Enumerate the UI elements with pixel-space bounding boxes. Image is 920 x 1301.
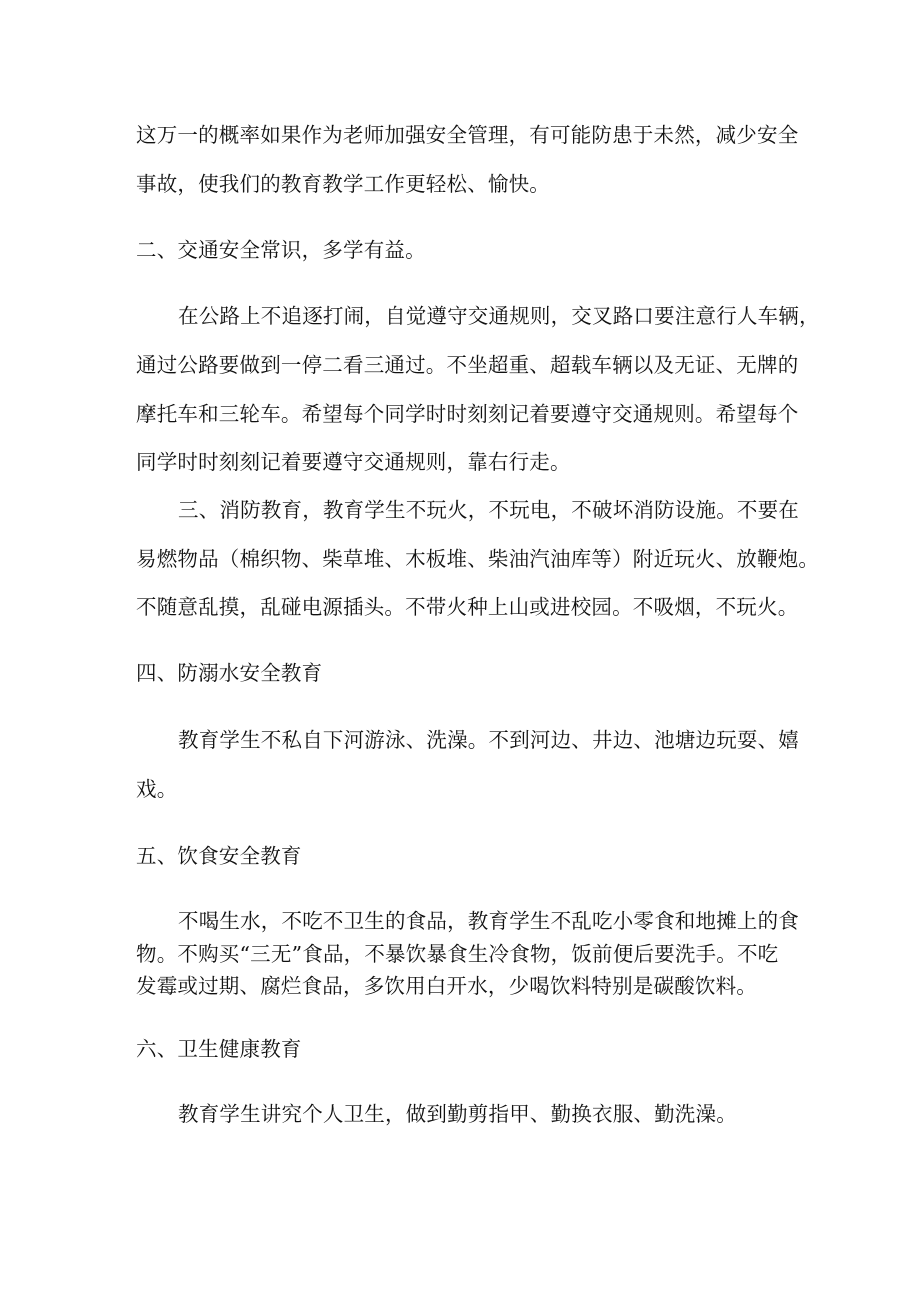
paragraph-line: 教育学生讲究个人卫生，做到勤剪指甲、勤换衣服、勤洗澡。 xyxy=(178,1102,737,1126)
paragraph-line: 这万一的概率如果作为老师加强安全管理，有可能防患于未然，减少安全 xyxy=(136,123,799,147)
paragraph-line: 不随意乱摸，乱碰电源插头。不带火种上山或进校园。不吸烟，不玩火。 xyxy=(136,595,799,619)
paragraph-line: 摩托车和三轮车。希望每个同学时时刻刻记着要遵守交通规则。希望每个 xyxy=(136,402,799,426)
paragraph-line: 戏。 xyxy=(136,777,178,801)
section-heading-hygiene: 六、卫生健康教育 xyxy=(136,1037,302,1061)
paragraph-line: 在公路上不追逐打闹，自觉遵守交通规则，交叉路口要注意行人车辆， xyxy=(178,304,820,328)
paragraph-line: 事故，使我们的教育教学工作更轻松、愉快。 xyxy=(136,172,550,196)
paragraph-line: 教育学生不私自下河游泳、洗澡。不到河边、井边、池塘边玩耍、嬉 xyxy=(178,728,799,752)
paragraph-line: 物。不购买“三无”食品，不暴饮暴食生冷食物，饭前便后要洗手。不吃 xyxy=(136,942,779,966)
section-heading-food: 五、饮食安全教育 xyxy=(136,844,302,868)
paragraph-line: 通过公路要做到一停二看三通过。不坐超重、超载车辆以及无证、无牌的 xyxy=(136,353,799,377)
paragraph-line: 发霉或过期、腐烂食品，多饮用白开水，少喝饮料特别是碳酸饮料。 xyxy=(136,974,757,998)
paragraph-line: 不喝生水，不吃不卫生的食品，教育学生不乱吃小零食和地摊上的食 xyxy=(178,909,799,933)
section-heading-fire: 三、消防教育，教育学生不玩火，不玩电，不破坏消防设施。不要在 xyxy=(178,498,799,522)
section-heading-drowning: 四、防溺水安全教育 xyxy=(136,661,323,685)
paragraph-line: 易燃物品（棉织物、柴草堆、木板堆、柴油汽油库等）附近玩火、放鞭炮。 xyxy=(136,547,820,571)
paragraph-line: 同学时时刻刻记着要遵守交通规则，靠右行走。 xyxy=(136,450,571,474)
section-heading-traffic: 二、交通安全常识，多学有益。 xyxy=(136,238,426,262)
